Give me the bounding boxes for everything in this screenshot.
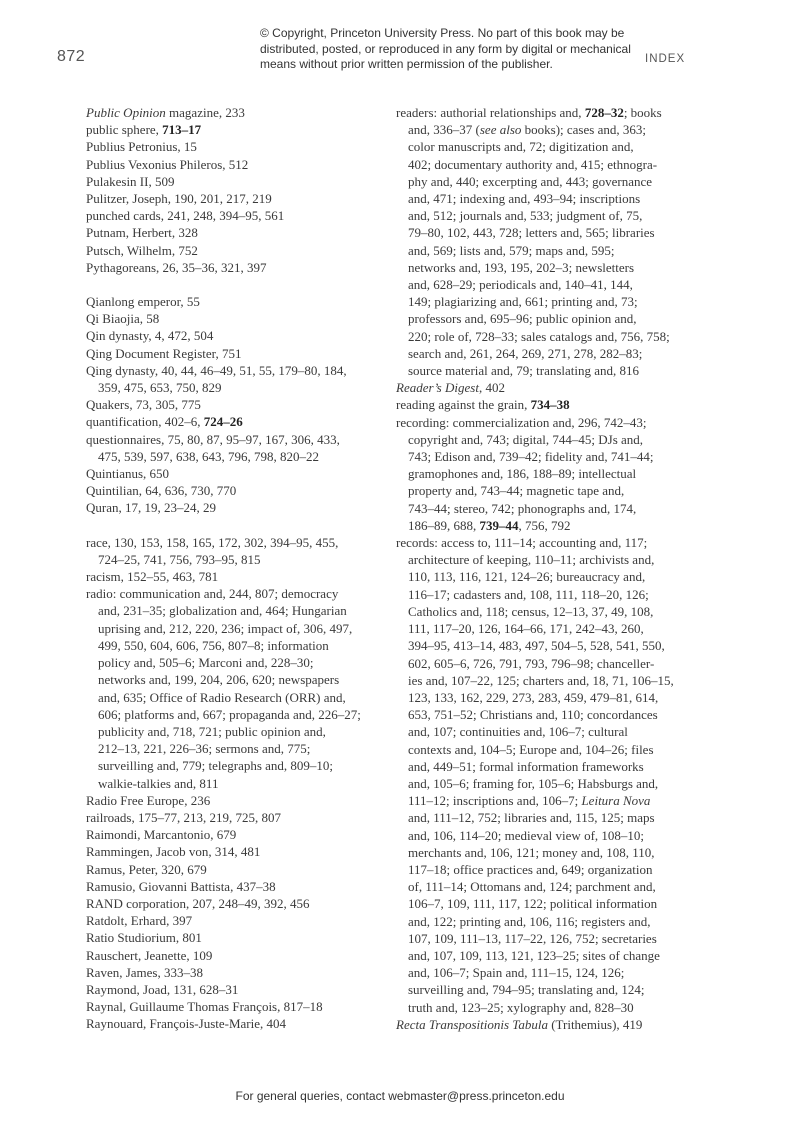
index-entry-continuation <box>86 671 391 688</box>
index-entry-continuation <box>396 121 701 138</box>
index-entry-line <box>86 259 391 276</box>
entry-text: phy and, 440; excerpting and, 443; governance <box>408 173 653 189</box>
index-entry <box>86 465 391 482</box>
entry-text: railroads, 175–77, 213, 219, 725, 807 <box>86 809 281 825</box>
index-entry-continuation <box>396 844 701 861</box>
entry-text: and, 107; continuities and, 106–7; cultural <box>408 724 628 740</box>
index-entry-continuation <box>396 741 701 758</box>
entry-text: 110, 113, 116, 121, 124–26; bureaucracy and, <box>408 569 646 585</box>
index-entry-continuation <box>396 310 701 327</box>
entry-text: and, 512; journals and, 533; judgment of, 75, <box>408 208 643 224</box>
index-entry-line <box>86 138 391 155</box>
italic-title: Recta Transpositionis Tabula <box>396 1016 548 1032</box>
entry-text: networks and, 199, 204, 206, 620; newspapers <box>98 672 340 688</box>
index-entry-continuation <box>396 517 701 534</box>
index-column-left <box>86 104 391 1033</box>
index-entry-continuation <box>396 190 701 207</box>
index-entry-line <box>86 156 391 173</box>
entry-text: , 402 <box>478 380 505 396</box>
index-entry <box>86 929 391 946</box>
footer-contact: For general queries, contact webmaster@press.princeton.edu <box>235 1089 565 1103</box>
index-entry-continuation <box>396 809 701 826</box>
entry-text: 116–17; cadasters and, 108, 111, 118–20, 126; <box>408 586 649 602</box>
index-entry-line <box>86 242 391 259</box>
index-entry-continuation <box>396 861 701 878</box>
index-entry-continuation <box>396 242 701 259</box>
index-entry-continuation <box>396 568 701 585</box>
index-entry-continuation <box>86 775 391 792</box>
index-entry-continuation <box>86 637 391 654</box>
index-entry <box>86 981 391 998</box>
entry-text: 743; Edison and, 739–42; fidelity and, 741–44; <box>408 449 654 465</box>
index-entry <box>86 396 391 413</box>
entry-text: 743–44; stereo, 742; phonographs and, 174, <box>408 500 637 516</box>
entry-text: Catholics and, 118; census, 12–13, 37, 49, 108, <box>408 603 654 619</box>
index-entry-line <box>86 207 391 224</box>
entry-text: 149; plagiarizing and, 661; printing and, 73; <box>408 294 638 310</box>
entry-text: gramophones and, 186, 188–89; intellectual <box>408 466 637 482</box>
entry-text: 117–18; office practices and, 649; organization <box>408 861 653 877</box>
entry-text: radio: communication and, 244, 807; democracy <box>86 586 339 602</box>
entry-text: records: access to, 111–14; accounting and, 117; <box>396 535 648 551</box>
index-entry-line <box>396 379 701 396</box>
index-entry-continuation <box>396 586 701 603</box>
entry-text: quantification, 402–6, <box>86 414 204 430</box>
entry-text: public sphere, <box>86 122 163 138</box>
index-entry <box>86 912 391 929</box>
index-entry-continuation <box>396 672 701 689</box>
index-entry-continuation <box>86 723 391 740</box>
copyright-line: distributed, posted, or reproduced in any form by digital or mechanical <box>260 41 631 56</box>
index-entry-continuation <box>396 482 701 499</box>
index-entry <box>86 242 391 259</box>
entry-text: Radio Free Europe, 236 <box>86 792 211 808</box>
index-entry-continuation <box>86 689 391 706</box>
entry-text: 220; role of, 728–33; sales catalogs and, 756, 758; <box>408 328 670 344</box>
index-entry-line <box>86 826 391 843</box>
entry-text: Raynouard, François-Juste-Marie, 404 <box>86 1016 287 1032</box>
entry-text: Quintilian, 64, 636, 730, 770 <box>86 483 237 499</box>
index-entry-line <box>86 345 391 362</box>
index-entry <box>86 431 391 465</box>
index-entry-continuation <box>396 345 701 362</box>
index-entry <box>86 1015 391 1032</box>
entry-text: truth and, 123–25; xylography and, 828–30 <box>408 999 634 1015</box>
entry-text: and, 111–12, 752; libraries and, 115, 125; maps <box>408 810 655 826</box>
index-entry <box>86 534 391 568</box>
index-entry <box>396 1016 701 1033</box>
entry-text: Quran, 17, 19, 23–24, 29 <box>86 500 216 516</box>
index-entry <box>86 895 391 912</box>
entry-text: Pythagoreans, 26, 35–36, 321, 397 <box>86 259 267 275</box>
index-entry <box>86 104 391 121</box>
entry-text: ies and, 107–22, 125; charters and, 18, 71, 106–15, <box>408 672 674 688</box>
index-entry-line <box>86 121 391 138</box>
entry-text: Quintianus, 650 <box>86 466 170 482</box>
index-entry-continuation <box>396 362 701 379</box>
index-entry-continuation <box>86 740 391 757</box>
index-entry <box>86 310 391 327</box>
entry-text: and, 471; indexing and, 493–94; inscriptions <box>408 191 641 207</box>
copyright-line: means without prior written permission of the publisher. <box>260 57 553 71</box>
index-entry-continuation <box>396 723 701 740</box>
index-entry-continuation <box>396 930 701 947</box>
index-entry-line <box>86 998 391 1015</box>
page-number: 872 <box>57 48 86 65</box>
entry-text: Qing Document Register, 751 <box>86 345 242 361</box>
index-entry <box>86 499 391 516</box>
entry-text: race, 130, 153, 158, 165, 172, 302, 394–95, 455, <box>86 534 339 550</box>
entry-text: Qing dynasty, 40, 44, 46–49, 51, 55, 179–80, 184, <box>86 362 347 378</box>
index-entry-line <box>86 878 391 895</box>
entry-text: merchants and, 106, 121; money and, 108, 110, <box>408 844 655 860</box>
index-entry-continuation <box>396 637 701 654</box>
index-entry <box>396 534 701 1016</box>
index-entry <box>86 585 391 791</box>
entry-text: Qi Biaojia, 58 <box>86 311 160 327</box>
index-entry-line <box>86 1015 391 1032</box>
index-entry <box>86 362 391 396</box>
entry-text: 475, 539, 597, 638, 643, 796, 798, 820–22 <box>98 448 319 464</box>
entry-text: and, 122; printing and, 106, 116; registers and, <box>408 913 651 929</box>
entry-text: 602, 605–6, 726, 791, 793, 796–98; chanceller- <box>408 655 655 671</box>
entry-text: walkie-talkies and, 811 <box>98 775 219 791</box>
index-entry-line <box>86 413 391 430</box>
index-entry-line <box>86 568 391 585</box>
index-entry-line <box>86 173 391 190</box>
entry-text: books); cases and, 363; <box>521 122 646 138</box>
index-entry-line <box>86 482 391 499</box>
entry-text: 724–25, 741, 756, 793–95, 815 <box>98 551 261 567</box>
entry-text: Quakers, 73, 305, 775 <box>86 397 201 413</box>
entry-text: 106–7, 109, 111, 117, 122; political information <box>408 896 658 912</box>
index-entry-line <box>396 396 701 413</box>
index-entry-continuation <box>396 964 701 981</box>
index-entry-continuation <box>396 947 701 964</box>
index-entry-line <box>86 912 391 929</box>
index-entry-continuation <box>86 706 391 723</box>
entry-text: 212–13, 221, 226–36; sermons and, 775; <box>98 741 311 757</box>
entry-text: reading against the grain, <box>396 397 531 413</box>
index-entry-line <box>86 585 391 602</box>
index-entry-continuation <box>86 757 391 774</box>
index-entry <box>86 482 391 499</box>
entry-text: Publius Petronius, 15 <box>86 139 197 155</box>
index-entry-continuation <box>396 895 701 912</box>
index-entry <box>86 138 391 155</box>
entry-text: Ratdolt, Erhard, 397 <box>86 913 193 929</box>
index-entry-line <box>86 929 391 946</box>
entry-text: Raven, James, 333–38 <box>86 964 203 980</box>
index-entry <box>396 104 701 379</box>
index-entry <box>86 121 391 138</box>
index-entry-continuation <box>396 758 701 775</box>
index-entry-line <box>86 362 391 379</box>
entry-text: questionnaires, 75, 80, 87, 95–97, 167, 306, 433, <box>86 431 340 447</box>
index-entry-line <box>86 534 391 551</box>
entry-text: color manuscripts and, 72; digitization and, <box>408 139 634 155</box>
index-entry <box>86 207 391 224</box>
index-entry-line <box>86 327 391 344</box>
index-entry <box>396 414 701 534</box>
index-entry-continuation <box>86 602 391 619</box>
index-entry-continuation <box>86 551 391 568</box>
entry-text: 499, 550, 604, 606, 756, 807–8; information <box>98 637 329 653</box>
index-entry-line <box>86 396 391 413</box>
entry-text: Publius Vexonius Phileros, 512 <box>86 156 249 172</box>
entry-text: Raynal, Guillaume Thomas François, 817–18 <box>86 999 323 1015</box>
index-entry-continuation <box>396 999 701 1016</box>
index-entry-continuation <box>396 207 701 224</box>
entry-text: readers: authorial relationships and, <box>396 105 585 120</box>
index-entry <box>396 396 701 413</box>
italic-title: Leitura Nova <box>581 793 651 809</box>
entry-text: and, 106, 114–20; medieval view of, 108–10; <box>408 827 645 843</box>
index-entry-line <box>396 104 701 121</box>
entry-text: magazine, 233 <box>165 105 245 120</box>
entry-text: contexts and, 104–5; Europe and, 104–26; files <box>408 741 654 757</box>
index-entry <box>86 327 391 344</box>
index-entry <box>86 947 391 964</box>
entry-text: and, 449–51; formal information frameworks <box>408 758 644 774</box>
index-entry-line <box>86 431 391 448</box>
copyright-notice <box>260 26 631 73</box>
principal-pages: 713–17 <box>162 122 202 138</box>
index-entry-continuation <box>396 224 701 241</box>
index-entry-line <box>396 1016 701 1033</box>
entry-text: publicity and, 718, 721; public opinion and, <box>98 723 326 739</box>
index-entry-continuation <box>396 138 701 155</box>
entry-text: Putnam, Herbert, 328 <box>86 225 198 241</box>
index-entry-continuation <box>396 981 701 998</box>
principal-pages: 734–38 <box>530 397 570 413</box>
entry-text: and, 336–37 ( <box>408 122 480 138</box>
entry-text: surveilling and, 779; telegraphs and, 809–10; <box>98 758 334 774</box>
index-entry-line <box>86 792 391 809</box>
principal-pages: 739–44 <box>479 517 519 533</box>
entry-text: and, 107, 109, 113, 121, 123–25; sites of change <box>408 947 660 963</box>
entry-text: policy and, 505–6; Marconi and, 228–30; <box>98 655 314 671</box>
entry-text: RAND corporation, 207, 248–49, 392, 456 <box>86 895 310 911</box>
index-entry <box>86 293 391 310</box>
index-entry-continuation <box>396 792 701 809</box>
index-entry <box>86 861 391 878</box>
index-entry-continuation <box>396 913 701 930</box>
principal-pages: 724–26 <box>203 414 243 430</box>
index-entry-line <box>86 981 391 998</box>
index-entry <box>86 173 391 190</box>
entry-text: Rauschert, Jeanette, 109 <box>86 947 213 963</box>
index-entry-line <box>86 861 391 878</box>
index-entry-continuation <box>86 379 391 396</box>
index-entry-continuation <box>396 655 701 672</box>
index-entry-continuation <box>396 689 701 706</box>
entry-text: Ratio Studiorium, 801 <box>86 930 202 946</box>
entry-text: and, 569; lists and, 579; maps and, 595; <box>408 242 615 258</box>
entry-text: Rammingen, Jacob von, 314, 481 <box>86 844 261 860</box>
italic-title: see also <box>479 122 522 138</box>
entry-text: 402; documentary authority and, 415; ethnogra- <box>408 156 658 172</box>
index-entry <box>86 345 391 362</box>
entry-text: punched cards, 241, 248, 394–95, 561 <box>86 208 285 224</box>
entry-text: 653, 751–52; Christians and, 110; concordances <box>408 707 658 723</box>
index-entry-continuation <box>396 431 701 448</box>
entry-text: professors and, 695–96; public opinion and, <box>408 311 637 327</box>
index-entry <box>86 826 391 843</box>
entry-text: Putsch, Wilhelm, 752 <box>86 242 198 258</box>
index-entry-line <box>86 224 391 241</box>
entry-text: networks and, 193, 195, 202–3; newsletters <box>408 259 635 275</box>
entry-text: and, 628–29; periodicals and, 140–41, 144, <box>408 277 633 293</box>
index-entry <box>86 792 391 809</box>
index-entry-continuation <box>86 654 391 671</box>
index-entry-line <box>86 104 391 121</box>
entry-text: 111–12; inscriptions and, 106–7; <box>408 793 582 809</box>
index-entry-continuation <box>396 465 701 482</box>
entry-text: 111, 117–20, 126, 164–66, 171, 242–43, 260, <box>408 621 644 637</box>
index-entry-continuation <box>396 706 701 723</box>
entry-text: recording: commercialization and, 296, 742–43; <box>396 414 647 430</box>
entry-text: (Trithemius), 419 <box>547 1016 643 1032</box>
index-entry-continuation <box>396 448 701 465</box>
index-entry-line <box>86 809 391 826</box>
index-entry <box>86 568 391 585</box>
index-entry-line <box>86 895 391 912</box>
entry-text: Pulakesin II, 509 <box>86 173 175 189</box>
entry-text: Qin dynasty, 4, 472, 504 <box>86 328 214 344</box>
entry-text: copyright and, 743; digital, 744–45; DJs and, <box>408 431 644 447</box>
index-entry-line <box>86 310 391 327</box>
index-entry-line <box>86 947 391 964</box>
index-entry <box>86 809 391 826</box>
entry-text: of, 111–14; Ottomans and, 124; parchment and, <box>408 879 656 895</box>
letter-group-spacer <box>86 276 391 293</box>
index-entry-continuation <box>86 448 391 465</box>
entry-text: 107, 109, 111–13, 117–22, 126, 752; secretaries <box>408 930 657 946</box>
entry-text: 79–80, 102, 443, 728; letters and, 565; libraries <box>408 225 655 241</box>
entry-text: and, 105–6; framing for, 105–6; Habsburgs and, <box>408 775 659 791</box>
entry-text: Ramusio, Giovanni Battista, 437–38 <box>86 878 276 894</box>
index-entry <box>86 878 391 895</box>
entry-text: 359, 475, 653, 750, 829 <box>98 380 222 396</box>
index-entry-continuation <box>396 173 701 190</box>
entry-text: and, 231–35; globalization and, 464; Hungarian <box>98 603 347 619</box>
entry-text: Ramus, Peter, 320, 679 <box>86 861 207 877</box>
index-entry <box>86 843 391 860</box>
entry-text: and, 635; Office of Radio Research (ORR) and, <box>98 689 346 705</box>
entry-text: source material and, 79; translating and, 816 <box>408 363 640 379</box>
index-entry <box>86 964 391 981</box>
entry-text: search and, 261, 264, 269, 271, 278, 282–83; <box>408 345 643 361</box>
italic-title: Public Opinion <box>86 105 166 120</box>
index-entry-continuation <box>396 156 701 173</box>
index-entry-line <box>396 534 701 551</box>
index-entry <box>396 379 701 396</box>
index-entry <box>86 998 391 1015</box>
entry-text: surveilling and, 794–95; translating and, 124; <box>408 982 645 998</box>
index-column-right <box>396 104 701 1033</box>
entry-text: 123, 133, 162, 229, 273, 283, 459, 479–81, 614, <box>408 689 659 705</box>
index-entry <box>86 259 391 276</box>
index-entry-line <box>86 293 391 310</box>
index-entry-continuation <box>396 276 701 293</box>
entry-text: architecture of keeping, 110–11; archivists and, <box>408 552 655 568</box>
index-entry-line <box>86 499 391 516</box>
index-entry-continuation <box>396 620 701 637</box>
entry-text: 606; platforms and, 667; propaganda and, 226–27; <box>98 706 361 722</box>
index-entry-continuation <box>396 878 701 895</box>
entry-text: 186–89, 688, <box>408 517 480 533</box>
index-entry <box>86 190 391 207</box>
index-entry <box>86 413 391 430</box>
index-entry-continuation <box>396 328 701 345</box>
entry-text: , 756, 792 <box>518 517 571 533</box>
index-entry <box>86 156 391 173</box>
entry-text: racism, 152–55, 463, 781 <box>86 569 219 585</box>
index-entry-continuation <box>396 827 701 844</box>
index-entry-continuation <box>396 603 701 620</box>
copyright-line: © Copyright, Princeton University Press. No part of this book may be <box>260 26 625 40</box>
index-entry-continuation <box>396 500 701 517</box>
index-entry-line <box>86 465 391 482</box>
entry-text: uprising and, 212, 220, 236; impact of, 306, 497, <box>98 620 353 636</box>
entry-text: Raymond, Joad, 131, 628–31 <box>86 981 239 997</box>
entry-text: 394–95, 413–14, 483, 497, 504–5, 528, 541, 550, <box>408 638 665 654</box>
entry-text: Qianlong emperor, 55 <box>86 294 200 310</box>
index-entry-line <box>86 843 391 860</box>
index-entry-line <box>396 414 701 431</box>
index-entry-continuation <box>86 620 391 637</box>
entry-text: Pulitzer, Joseph, 190, 201, 217, 219 <box>86 191 272 207</box>
index-entry-line <box>86 190 391 207</box>
italic-title: Reader’s Digest <box>396 380 479 396</box>
index-entry-continuation <box>396 551 701 568</box>
entry-text: and, 106–7; Spain and, 111–15, 124, 126; <box>408 965 625 981</box>
index-entry <box>86 224 391 241</box>
index-entry-continuation <box>396 293 701 310</box>
principal-pages: 728–32 <box>584 105 624 120</box>
entry-text: ; books <box>623 105 662 120</box>
index-entry-line <box>86 964 391 981</box>
index-entry-continuation <box>396 775 701 792</box>
entry-text: Raimondi, Marcantonio, 679 <box>86 827 237 843</box>
index-entry-continuation <box>396 259 701 276</box>
entry-text: property and, 743–44; magnetic tape and, <box>408 483 625 499</box>
letter-group-spacer <box>86 517 391 534</box>
running-head: INDEX <box>645 53 686 65</box>
